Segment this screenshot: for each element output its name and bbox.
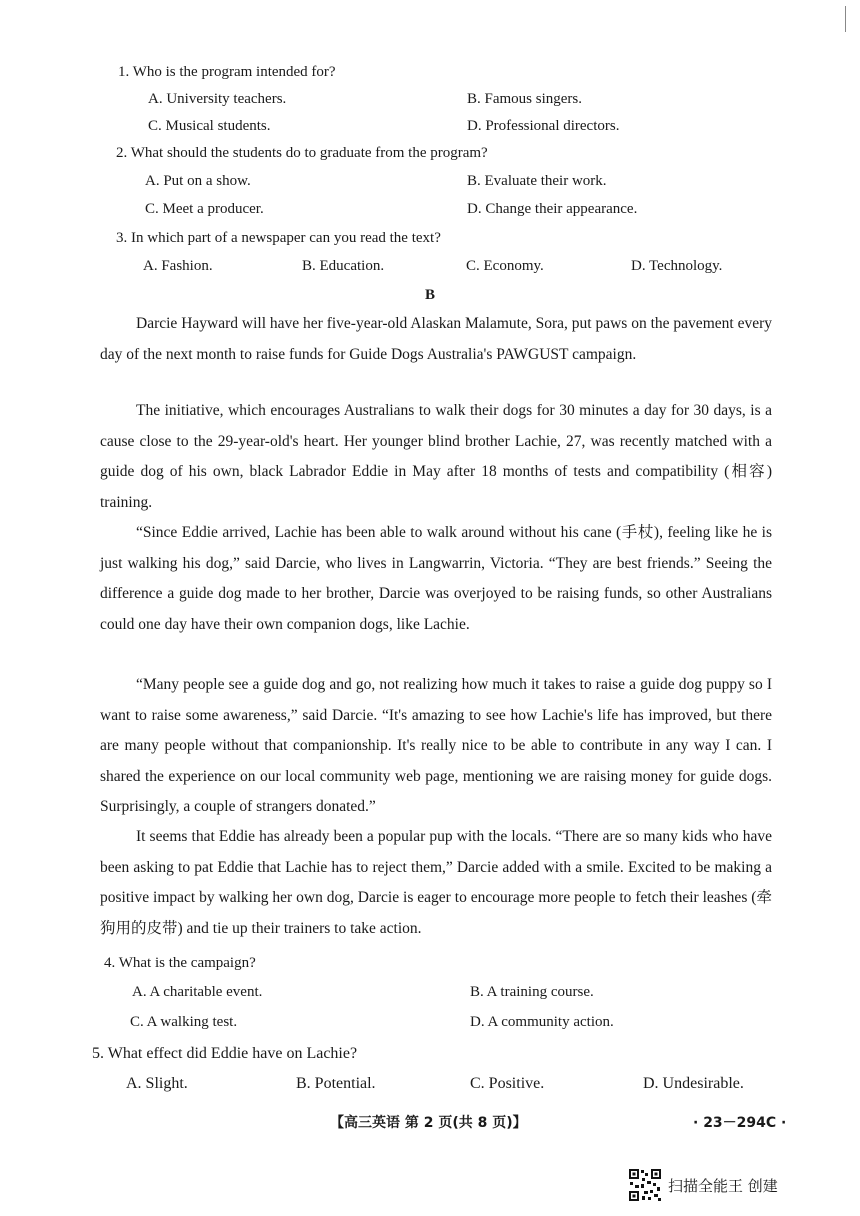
q5-option-d: D. Undesirable. <box>643 1075 744 1092</box>
qr-code-icon <box>628 1168 662 1202</box>
q5-option-a: A. Slight. <box>126 1075 188 1092</box>
q1-option-c: C. Musical students. <box>148 118 271 134</box>
section-b-heading: B <box>424 287 435 303</box>
scanner-watermark-text: 扫描全能王 创建 <box>668 1176 778 1195</box>
question-3: 3. In which part of a newspaper can you read the text? <box>116 230 441 246</box>
q5-option-b: B. Potential. <box>296 1075 376 1092</box>
q4-option-b: B. A training course. <box>470 984 594 1000</box>
q3-option-a: A. Fashion. <box>143 258 213 274</box>
question-1: 1. Who is the program intended for? <box>118 64 336 80</box>
q1-option-a: A. University teachers. <box>148 91 287 107</box>
page-edge-mark <box>845 6 846 32</box>
question-2: 2. What should the students do to graduate from the program? <box>116 145 488 161</box>
passage-paragraph-1: Darcie Hayward will have her five-year-old Alaskan Malamute, Sora, put paws on the pavement every day of the next month to raise funds for Guide Dogs Australia's PAWGUST campaign. <box>100 315 772 363</box>
q3-option-d: D. Technology. <box>631 258 723 274</box>
question-5: 5. What effect did Eddie have on Lachie? <box>92 1045 358 1062</box>
q4-option-d: D. A community action. <box>470 1014 614 1030</box>
q2-option-c: C. Meet a producer. <box>145 201 264 217</box>
page-number-label: 【高三英语 第 2 页(共 8 页)】 <box>330 1115 527 1131</box>
q3-option-b: B. Education. <box>302 258 385 274</box>
q4-option-a: A. A charitable event. <box>132 984 263 1000</box>
q2-option-d: D. Change their appearance. <box>467 201 638 217</box>
q1-option-d: D. Professional directors. <box>467 118 620 134</box>
q3-option-c: C. Economy. <box>466 258 544 274</box>
question-4: 4. What is the campaign? <box>104 955 256 971</box>
q2-option-a: A. Put on a show. <box>145 173 251 189</box>
q1-option-b: B. Famous singers. <box>467 91 583 107</box>
passage-paragraph-2: The initiative, which encourages Australians to walk their dogs for 30 minutes a day for 30 days, is a cause close to the 29-year-old's heart. Her younger blind brother Lachie, 27, was recently matched with a guide dog of his own, black Labrador Eddie in May after 18 months of tests and compatibility (相容) training. <box>100 402 772 511</box>
passage-paragraph-3: “Since Eddie arrived, Lachie has been able to walk around without his cane (手杖), feeling like he is just walking his dog,” said Darcie, who lives in Langwarrin, Victoria. “They are best friends.” Seeing the difference a guide dog made to her brother, Darcie was overjoyed to be raising funds, so other Australians could one day have their own companion dogs, like Lachie. <box>100 524 772 633</box>
q5-option-c: C. Positive. <box>470 1075 545 1092</box>
exam-code: · 23－294C · <box>693 1115 787 1131</box>
scanner-watermark <box>628 1168 778 1202</box>
passage-paragraph-4: “Many people see a guide dog and go, not realizing how much it takes to raise a guide dog puppy so I want to raise some awareness,” said Darcie. “It's amazing to see how Lachie's life has improved, but there are many people without that companionship. It's really nice to be able to contribute in any way I can. I shared the experience on our local community web page, mentioning we are raising money for guide dogs. Surprisingly, a couple of strangers donated.” <box>100 676 772 815</box>
q4-option-c: C. A walking test. <box>130 1014 238 1030</box>
passage-paragraph-5: It seems that Eddie has already been a popular pup with the locals. “There are so many kids who have been asking to pat Eddie that Lachie has to reject them,” Darcie added with a smile. Excited to be making a positive impact by walking her own dog, Darcie is eager to encourage more people to fetch their leashes (牵狗用的皮带) and tie up their trainers to take action. <box>100 828 772 937</box>
q2-option-b: B. Evaluate their work. <box>467 173 607 189</box>
